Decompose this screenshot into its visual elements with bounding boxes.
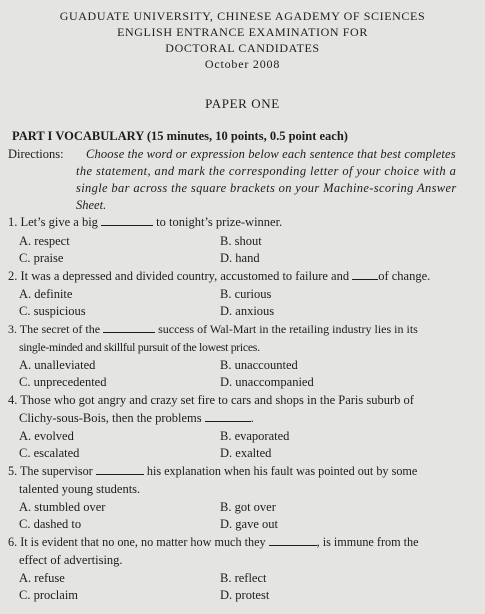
question-3	[8, 322, 418, 337]
question-text: .	[250, 411, 254, 425]
answer-blank	[103, 322, 155, 333]
answer-blank	[352, 269, 378, 280]
question-text: his explanation when his fault was pointed out by some	[143, 464, 418, 478]
candidates-title: DOCTORAL CANDIDATES	[165, 41, 320, 55]
directions-line: Sheet.	[76, 198, 107, 212]
part-heading: PART I VOCABULARY (15 minutes, 10 points, 0.5 point each)	[12, 129, 348, 143]
option-a: A. definite	[19, 287, 73, 301]
university-title: GUADUATE UNIVERSITY, CHINESE AGADEMY OF SCIENCES	[59, 9, 426, 23]
directions-line: the statement, and mark the corresponding letter of your choice with a	[76, 164, 457, 178]
option-d: D. hand	[220, 251, 260, 265]
answer-blank	[96, 464, 144, 475]
question-1	[8, 215, 282, 230]
question-5-continued: talented young students.	[19, 482, 141, 496]
option-b: B. reflect	[220, 571, 267, 585]
question-6	[8, 535, 419, 550]
option-b: B. shout	[220, 234, 262, 248]
question-5	[8, 464, 417, 479]
option-a: A. refuse	[19, 571, 65, 585]
question-text: , is immune from the	[316, 535, 419, 549]
option-c: C. dashed to	[19, 517, 82, 531]
exam-date: October 2008	[204, 57, 281, 71]
exam-title: ENGLISH ENTRANCE EXAMINATION FOR	[117, 25, 368, 39]
question-text: 3. The secret of the	[8, 322, 104, 336]
question-text: success of Wal-Mart in the retailing industry lies in its	[155, 322, 418, 336]
option-d: D. unaccompanied	[220, 375, 314, 389]
option-a: A. respect	[19, 234, 70, 248]
directions-label: Directions:	[8, 147, 64, 161]
option-c: C. suspicious	[19, 304, 86, 318]
directions-line: Choose the word or expression below each sentence that best completes	[86, 147, 456, 161]
option-d: D. anxious	[220, 304, 275, 318]
question-text: 2. It was a depressed and divided country, accustomed to failure and	[8, 269, 353, 283]
option-d: D. gave out	[220, 517, 278, 531]
option-d: D. exalted	[220, 446, 272, 460]
option-c: C. praise	[19, 251, 64, 265]
directions-line: single bar across the square brackets on your Machine-scoring Answer	[76, 181, 457, 195]
question-4-continued	[19, 411, 254, 426]
paper-title: PAPER ONE	[205, 96, 280, 111]
option-c: C. escalated	[19, 446, 80, 460]
answer-blank	[205, 411, 251, 422]
question-text: 1. Let’s give a big	[8, 215, 102, 229]
question-2	[8, 269, 430, 284]
option-a: A. unalleviated	[19, 358, 96, 372]
answer-blank	[269, 535, 317, 546]
question-3-continued: single-minded and skillful pursuit of the lowest prices.	[19, 340, 260, 354]
answer-blank	[101, 215, 153, 226]
option-b: B. got over	[220, 500, 276, 514]
question-text: 6. It is evident that no one, no matter how much they	[8, 535, 269, 549]
question-text: of change.	[378, 269, 431, 283]
option-d: D. protest	[220, 588, 270, 602]
question-text: Clichy-sous-Bois, then the problems	[19, 411, 205, 425]
question-6-continued: effect of advertising.	[19, 553, 123, 567]
option-b: B. evaporated	[220, 429, 290, 443]
option-a: A. evolved	[19, 429, 74, 443]
question-4: 4. Those who got angry and crazy set fire to cars and shops in the Paris suburb of	[8, 393, 414, 407]
option-b: B. unaccounted	[220, 358, 298, 372]
question-text: to tonight’s prize-winner.	[153, 215, 283, 229]
option-c: C. proclaim	[19, 588, 79, 602]
option-a: A. stumbled over	[19, 500, 106, 514]
option-b: B. curious	[220, 287, 272, 301]
option-c: C. unprecedented	[19, 375, 107, 389]
question-text: 5. The supervisor	[8, 464, 96, 478]
